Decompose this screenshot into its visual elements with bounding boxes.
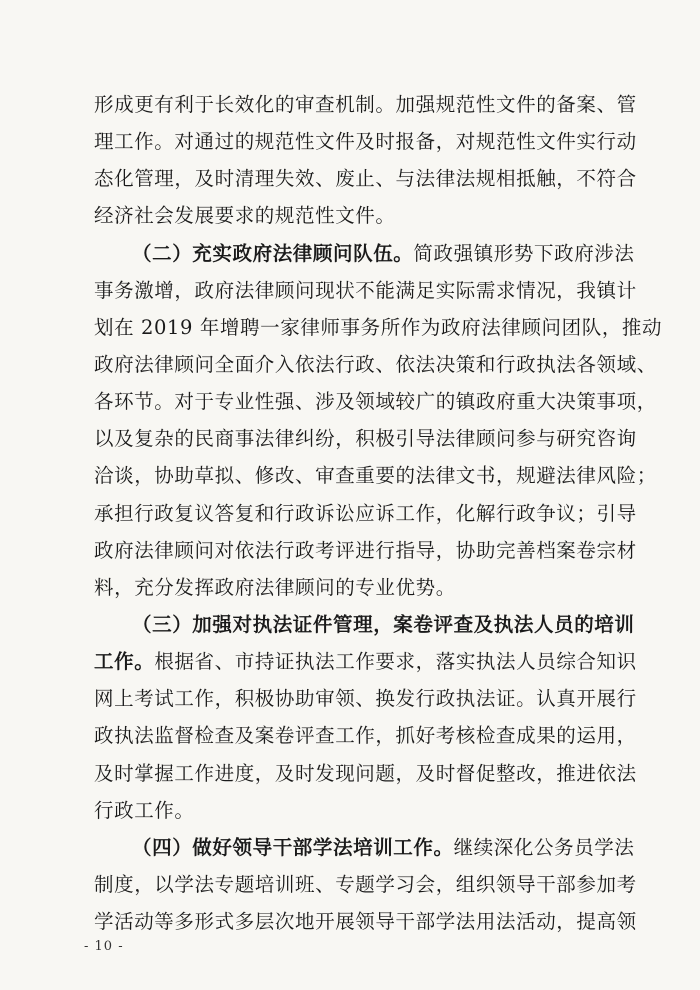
text-run: 继续深化公务员学法	[453, 835, 635, 859]
text-run: 简政强镇形势下政府涉法	[413, 241, 635, 265]
text-line: 学活动等多形式多层次地开展领导干部学法用法活动，提高领	[94, 910, 637, 934]
text-line: 网上考试工作，积极协助审领、换发行政执法证。认真开展行	[94, 687, 637, 711]
text-line	[94, 643, 637, 680]
text-line: 政府法律顾问对依法行政考评进行指导，协助完善档案卷宗材	[94, 538, 637, 562]
text-line: 及时掌握工作进度，及时发现问题，及时督促整改，推进依法	[94, 761, 637, 785]
section-heading: （二）充实政府法律顾问队伍。	[132, 241, 414, 265]
text-line: 以及复杂的民商事法律纠纷，积极引导法律顾问参与研究咨询	[94, 427, 637, 451]
text-line: 态化管理，及时清理失效、废止、与法律法规相抵触，不符合	[94, 167, 637, 191]
text-line: 承担行政复议答复和行政诉讼应诉工作，化解行政争议；引导	[94, 501, 637, 525]
text-line: 事务激增，政府法律顾问现状不能满足实际需求情况，我镇计	[94, 278, 637, 302]
paragraph	[94, 86, 637, 235]
page-number: - 10 -	[84, 939, 124, 954]
paragraph	[94, 235, 663, 606]
text-line: 经济社会发展要求的规范性文件。	[94, 204, 396, 228]
text-line: 政府法律顾问全面介入依法行政、依法决策和行政执法各领域、	[94, 352, 657, 376]
section-heading: （三）加强对执法证件管理，案卷评查及执法人员的培训	[132, 612, 635, 636]
text-line	[94, 829, 635, 866]
paragraph	[94, 606, 637, 829]
text-line: 各环节。对于专业性强、涉及领域较广的镇政府重大决策事项，	[94, 390, 657, 414]
text-line: 洽谈，协助草拟、修改、审查重要的法律文书，规避法律风险；	[94, 464, 657, 488]
text-line: 行政工作。	[94, 798, 195, 822]
text-line: 形成更有利于长效化的审查机制。加强规范性文件的备案、管	[94, 93, 637, 116]
text-line: 理工作。对通过的规范性文件及时报备，对规范性文件实行动	[94, 130, 637, 154]
document-body	[94, 86, 663, 940]
section-heading: （四）做好领导干部学法培训工作。	[132, 835, 454, 859]
text-run: 根据省、市持证执法工作要求，落实执法人员综合知识	[154, 650, 637, 674]
text-line: 制度，以学法专题培训班、专题学习会，组织领导干部参加考	[94, 872, 637, 896]
text-line: 政执法监督检查及案卷评查工作，抓好考核检查成果的运用，	[94, 724, 637, 748]
section-heading-continued: 工作。	[94, 650, 155, 674]
text-line: 料，充分发挥政府法律顾问的专业优势。	[94, 575, 456, 599]
text-line	[94, 235, 635, 272]
text-line: 划在 2019 年增聘一家律师事务所作为政府法律顾问团队，推动	[94, 315, 663, 339]
paragraph	[94, 829, 637, 940]
